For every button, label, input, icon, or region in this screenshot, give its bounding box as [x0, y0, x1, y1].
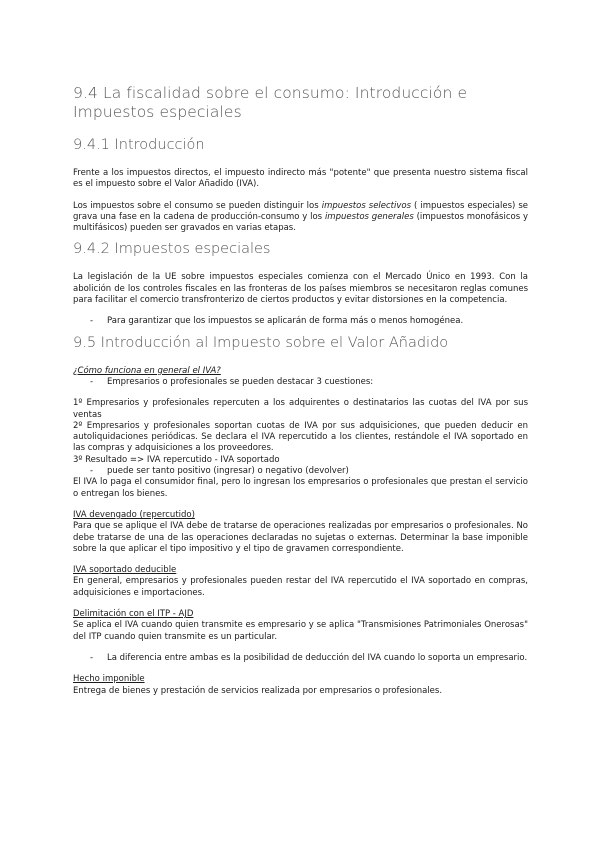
list-item: [73, 466, 528, 477]
itp-ajd-heading: Delimitación con el ITP - AJD: [73, 609, 194, 620]
list-item-text: puede ser tanto positivo (ingresar) o negativo (devolver): [107, 466, 349, 477]
iva-soportado-paragraph: En general, empresarios y profesionales pueden restar del IVA repercutido el IVA soportado en compras, adquisiciones e importaciones.: [73, 576, 528, 598]
point-2-paragraph: 2º Empresarios y profesionales soportan cuotas de IVA por sus adquisiciones, que pueden deducir en autoliquidaciones periódicas. Se declara el IVA repercutido a los clientes, restándole el IVA soportado en las compras y adquisiciones a los proveedores.: [73, 420, 528, 454]
section-9-5-title: 9.5 Introducción al Impuesto sobre el Valor Añadido: [73, 334, 449, 351]
bullet-dash: -: [90, 652, 94, 663]
final-consumer-paragraph: El IVA lo paga el consumidor final, pero lo ingresan los empresarios o profesionales que prestan el servicio o entregan los bienes.: [73, 477, 528, 499]
itp-ajd-paragraph: Se aplica el IVA cuando quien transmite es empresario y se aplica "Transmisiones Patrimoniales Onerosas" del ITP cuando quien transmite es un particular.: [73, 620, 528, 642]
hecho-imponible-heading: Hecho imponible: [73, 674, 145, 685]
hecho-imponible-paragraph: Entrega de bienes y prestación de servicios realizada por empresarios o profesionales.: [73, 685, 443, 696]
bullet-dash: -: [90, 466, 94, 477]
section-9-4-2-title: 9.4.2 Impuestos especiales: [73, 241, 271, 258]
section-9-4-1-title: 9.4.1 Introducción: [73, 137, 205, 153]
iva-devengado-heading: IVA devengado (repercutido): [73, 509, 195, 520]
point-1-paragraph: 1º Empresarios y profesionales repercuten a los adquirentes o destinatarios las cuotas del IVA por sus ventas: [73, 398, 528, 420]
point-3-paragraph: 3º Resultado => IVA repercutido - IVA soportado: [73, 454, 280, 465]
bullet-dash: -: [90, 316, 94, 327]
section-9-4-title: 9.4 La fiscalidad sobre el consumo: Introducción e Impuestos especiales: [73, 84, 468, 121]
intro-paragraph-2: Los impuestos sobre el consumo se pueden distinguir los impuestos selectivos ( impuestos especiales) se grava una fase en la cadena de producción-consumo y los impuestos generales (impuestos monofásicos y multifásicos) pueden ser gravados en varias etapas.: [73, 200, 528, 234]
intro-paragraph-1: Frente a los impuestos directos, el impuesto indirecto más "potente" que presenta nuestro sistema fiscal es el impuesto sobre el Valor Añadido (IVA).: [73, 168, 528, 190]
how-iva-works-question: ¿Cómo funciona en general el IVA?: [73, 365, 221, 376]
list-item-text: Empresarios o profesionales se pueden destacar 3 cuestiones:: [107, 376, 374, 387]
list-item: [73, 377, 528, 388]
bullet-dash: -: [90, 376, 94, 387]
list-item: [73, 316, 528, 327]
iva-soportado-heading: IVA soportado deducible: [73, 565, 177, 576]
list-item-text: Para garantizar que los impuestos se aplicarán de forma más o menos homogénea.: [107, 316, 464, 327]
iva-devengado-paragraph: Para que se aplique el IVA debe de tratarse de operaciones realizadas por empresarios o profesionales. No debe tratarse de una de las operaciones declaradas no sujetas o externas. Determinar la base imponible sobre la que aplicar el tipo impositivo y el tipo de gravamen correspondiente.: [73, 521, 528, 554]
list-item: [73, 653, 528, 664]
list-item-text: La diferencia entre ambas es la posibilidad de deducción del IVA cuando lo soporta un empresario.: [107, 652, 528, 663]
special-taxes-paragraph: La legislación de la UE sobre impuestos especiales comienza con el Mercado Único en 1993. Con la abolición de los controles fiscales en las fronteras de los países miembros se necesitaron reglas comunes para facilitar el comercio transfronterizo de ciertos productos y evitar distorsiones en la competencia.: [73, 272, 528, 306]
